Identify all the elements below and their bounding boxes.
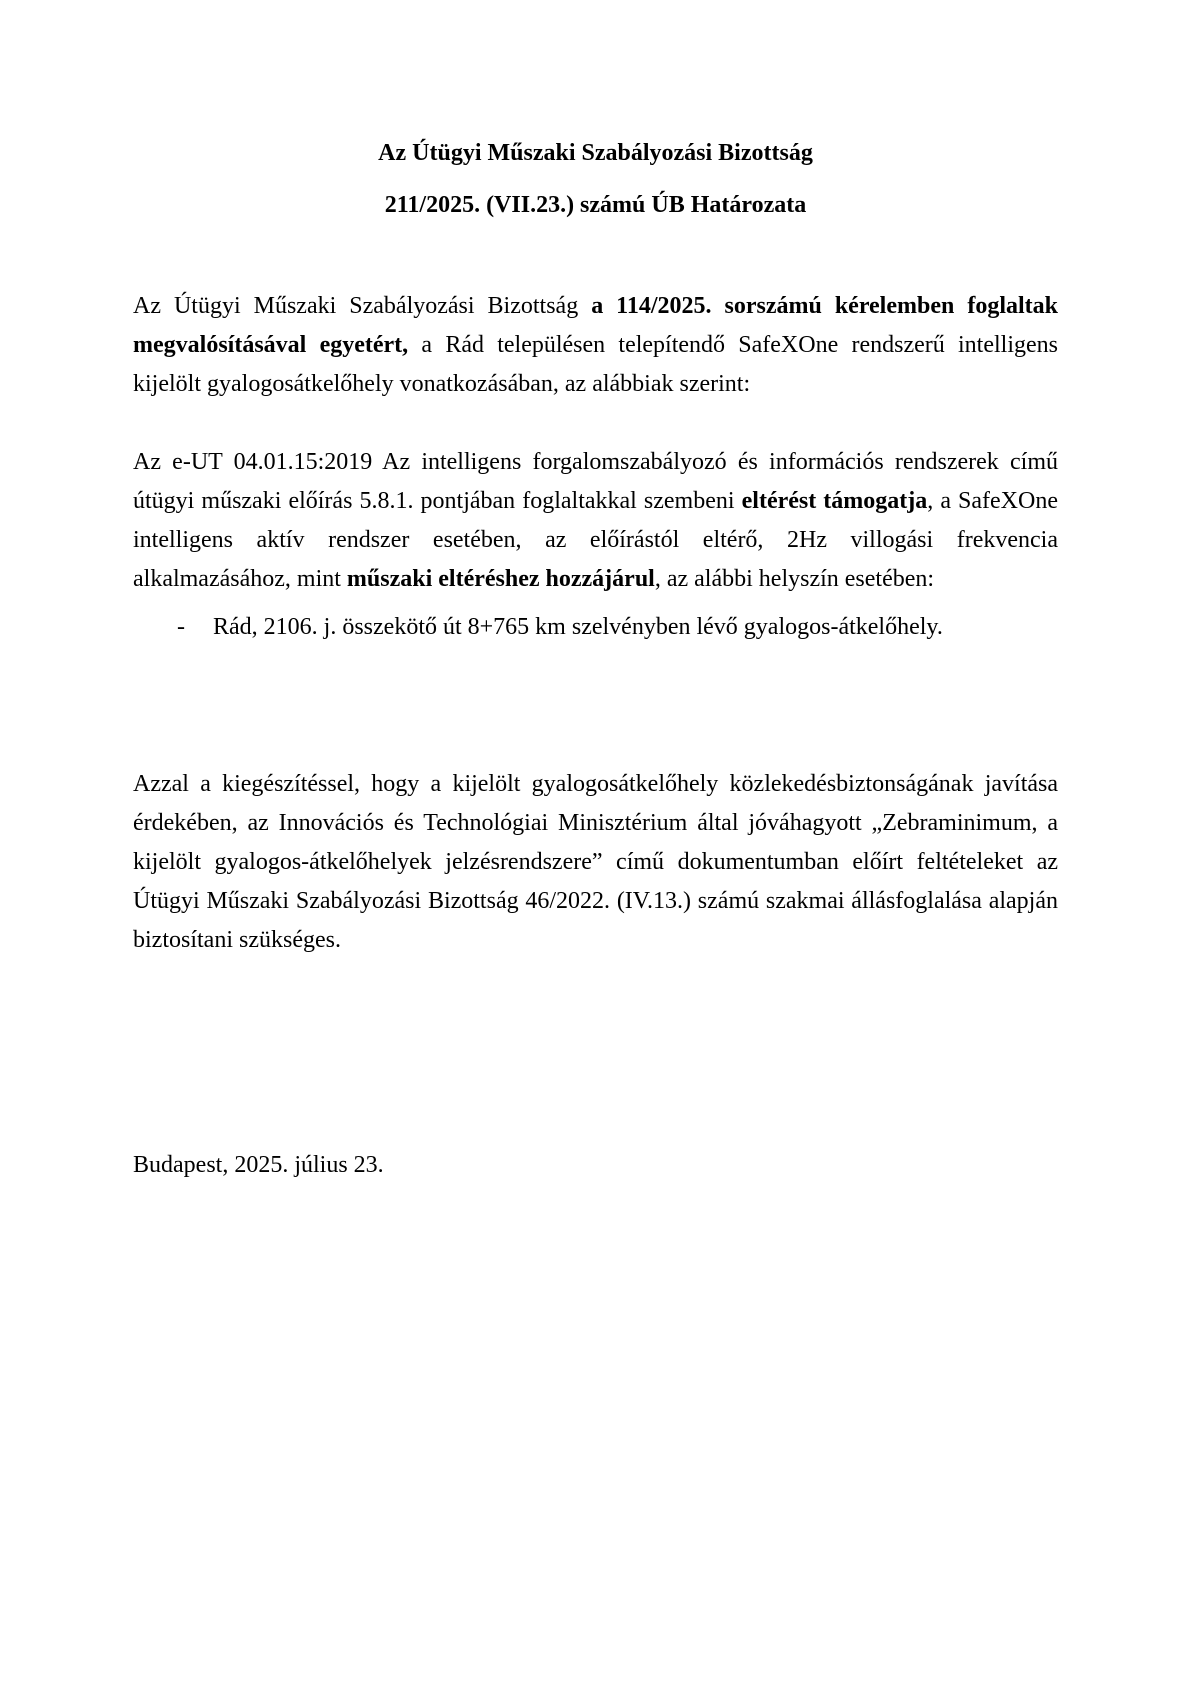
paragraph-intro xyxy=(133,287,1058,404)
intro-bold-decision: a 114/2025. sorszámú kérelemben foglaltak megvalósításával egyetért, xyxy=(133,293,1058,358)
decision-text-3: , az alábbi helyszín esetében: xyxy=(654,566,935,592)
date-line: Budapest, 2025. július 23. xyxy=(133,1152,384,1178)
list-dash-marker: - xyxy=(177,614,185,640)
decision-text-2: , a SafeXOne intelligens aktív rendszer esetében, az előírástól eltérő, 2Hz villogási frekvencia alkalmazásához, mint xyxy=(133,488,1059,592)
document-title-line-1: Az Útügyi Műszaki Szabályozási Bizottság xyxy=(378,140,813,166)
paragraph-supplement: Azzal a kiegészítéssel, hogy a kijelölt gyalogosátkelőhely közlekedésbiztonságának javítása érdekében, az Innovációs és Technológiai Minisztérium által jóváhagyott „Zebraminimum, a kijelölt gyalogos-átkelőhelyek jelzésrendszere” című dokumentumban előírt feltételeket az Útügyi Műszaki Szabályozási Bizottság 46/2022. (IV.13.) számú szakmai állásfoglalása alapján biztosítani szükséges. xyxy=(133,771,1058,953)
intro-text-start: Az Útügyi Műszaki Szabályozási Bizottság xyxy=(133,293,592,319)
paragraph-decision xyxy=(133,443,1058,599)
intro-text-end: a Rád településen telepítendő SafeXOne rendszerű intelligens kijelölt gyalogosátkelőhely vonatkozásában, az alábbiak szerint: xyxy=(133,332,1059,397)
location-list-item xyxy=(133,608,1058,647)
decision-bold-support-clause: eltérést támogatja xyxy=(741,488,928,514)
document-title-line-2: 211/2025. (VII.23.) számú ÚB Határozata xyxy=(384,192,807,218)
decision-text-1: Az e-UT 04.01.15:2019 Az intelligens forgalomszabályozó és információs rendszerek című útügyi műszaki előírás 5.8.1. pontjában foglaltakkal szembeni xyxy=(133,449,1058,514)
location-text: Rád, 2106. j. összekötő út 8+765 km szelvényben lévő gyalogos-átkelőhely. xyxy=(213,614,943,640)
decision-bold-deviation-clause: műszaki eltéréshez hozzájárul xyxy=(346,566,655,592)
